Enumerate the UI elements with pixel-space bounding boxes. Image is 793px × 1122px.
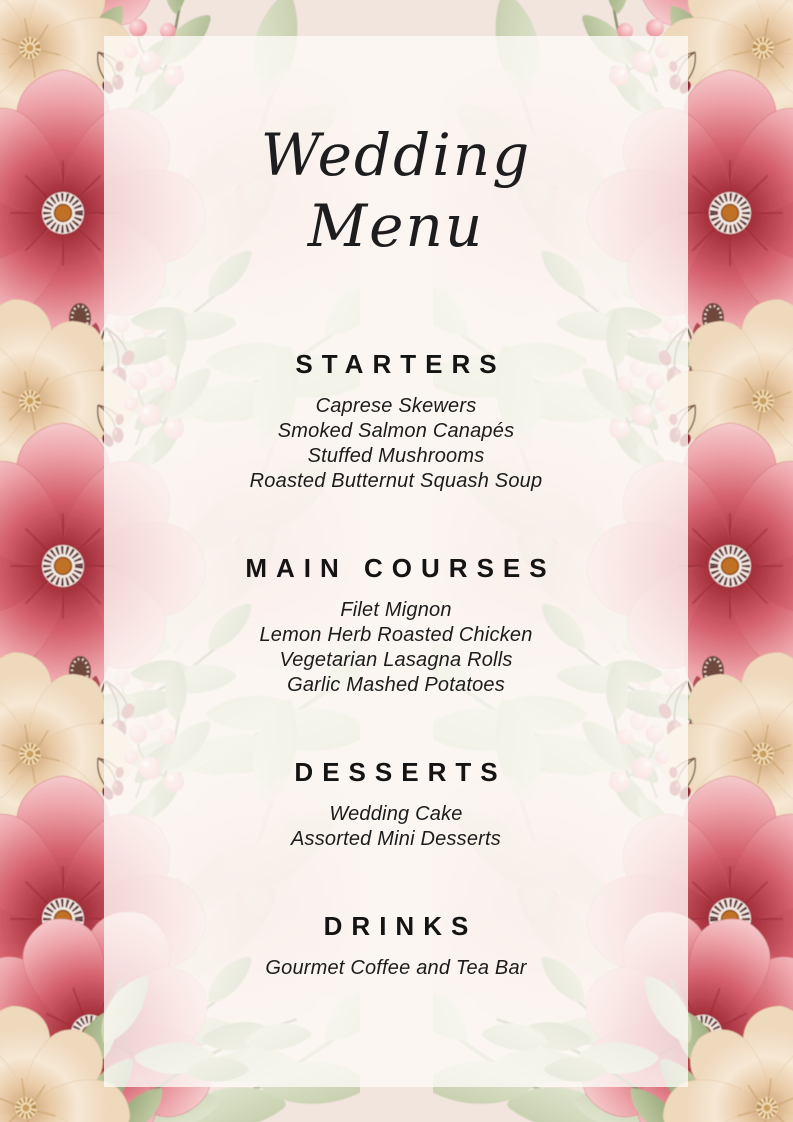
menu-section-drinks: [104, 910, 688, 981]
menu-item: Vegetarian Lasagna Rolls: [279, 649, 513, 671]
section-heading-starters: STARTERS: [295, 349, 506, 379]
section-heading-desserts: DESSERTS: [294, 757, 507, 787]
menu-item: Smoked Salmon Canapés: [277, 420, 515, 442]
menu-item: Assorted Mini Desserts: [290, 828, 501, 850]
menu-title-line2: Menu: [307, 192, 485, 260]
menu-section-starters: [104, 348, 688, 494]
menu-title: [104, 120, 688, 262]
menu-item: Lemon Herb Roasted Chicken: [259, 624, 533, 646]
menu-section-desserts: [104, 756, 688, 852]
drinks-items: [104, 956, 688, 981]
menu-item: Wedding Cake: [329, 803, 463, 825]
menu-title-line1: Wedding: [260, 121, 532, 189]
section-heading-drinks: DRINKS: [323, 911, 478, 941]
menu-item: Stuffed Mushrooms: [307, 445, 485, 467]
menu-item: Garlic Mashed Potatoes: [287, 674, 505, 696]
section-heading-main-courses: MAIN COURSES: [245, 553, 556, 583]
menu-item: Roasted Butternut Squash Soup: [249, 470, 543, 492]
starters-items: [104, 394, 688, 494]
desserts-items: [104, 802, 688, 852]
menu-item: Gourmet Coffee and Tea Bar: [265, 957, 527, 979]
main-courses-items: [104, 598, 688, 698]
menu-item: Filet Mignon: [340, 599, 452, 621]
menu-section-main-courses: [104, 552, 688, 698]
menu-content: [104, 36, 688, 1087]
menu-item: Caprese Skewers: [315, 395, 477, 417]
